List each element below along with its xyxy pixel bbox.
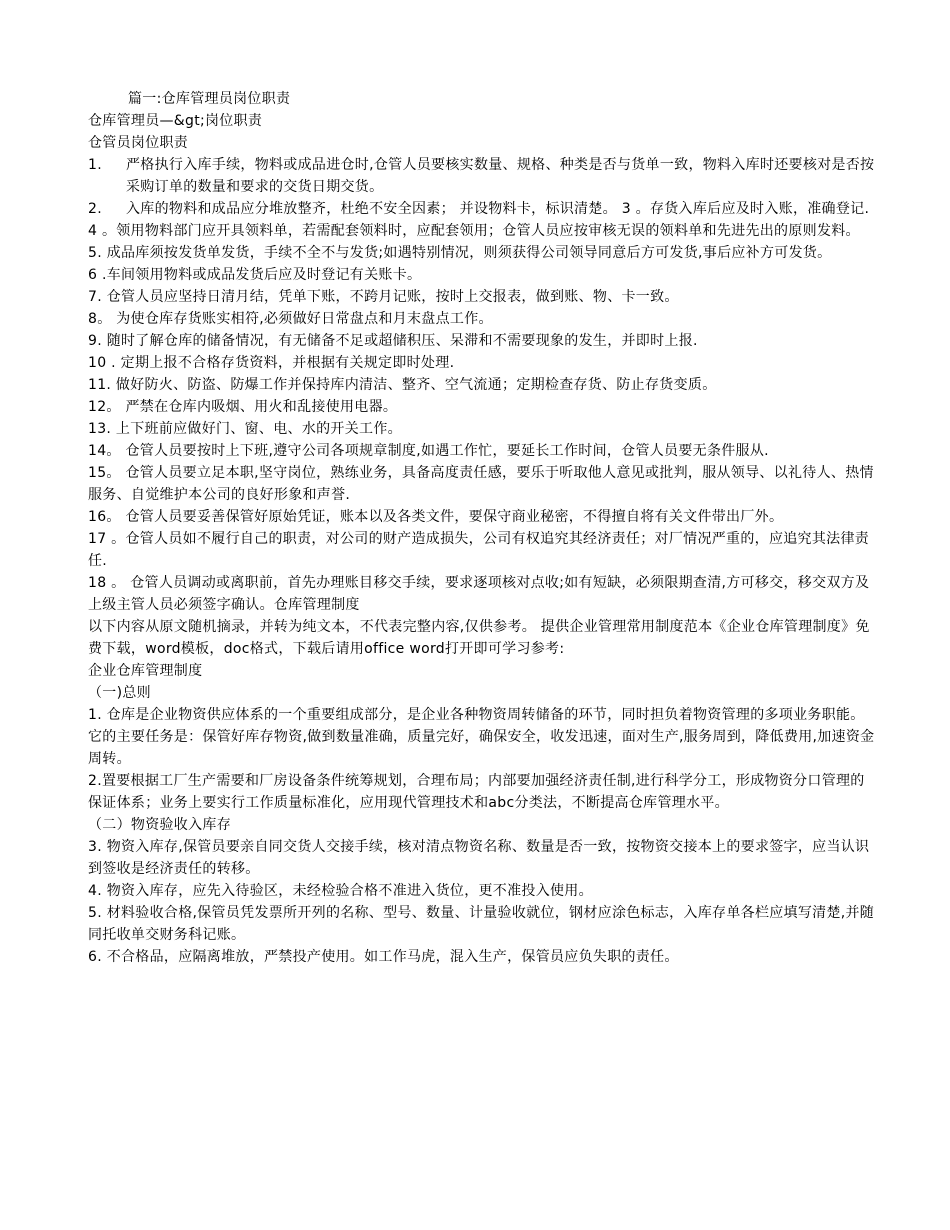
section-title: 仓管员岗位职责 [88, 135, 189, 151]
paragraph: 10 . 定期上报不合格存货资料，并根据有关规定即时处理. [88, 355, 455, 371]
paragraph: 13. 上下班前应做好门、窗、电、水的开关工作。 [88, 421, 402, 437]
paragraph: 8。 为使仓库存货账实相符,必须做好日常盘点和月末盘点工作。 [88, 311, 493, 327]
paragraph: 5. 材料验收合格,保管员凭发票所开列的名称、型号、数量、计量验收就位，钢材应涂色标志，入库存单各栏应填写清楚,并随同托收单交财务科记账。 [88, 905, 875, 943]
paragraph-list [88, 220, 878, 968]
list-item-body: 严格执行入库手续，物料或成品进仓时,仓管人员要核实数量、规格、种类是否与货单一致，物料入库时还要核对是否按采购订单的数量和要求的交货日期交货。 [126, 157, 875, 195]
subtitle-line: 仓库管理员—&gt;岗位职责 [88, 113, 263, 129]
paragraph: 9. 随时了解仓库的储备情况，有无储备不足或超储积压、呆滞和不需要现象的发生，并即时上报. [88, 333, 698, 349]
paragraph: 17 。仓管人员如不履行自己的职责，对公司的财产造成损失，公司有权追究其经济责任；对厂情况严重的，应追究其法律责任. [88, 531, 870, 569]
paragraph: 14。 仓管人员要按时上下班,遵守公司各项规章制度,如遇工作忙，要延长工作时间，仓管人员要无条件服从. [88, 443, 769, 459]
paragraph: 6 .车间领用物料或成品发货后应及时登记有关账卡。 [88, 267, 422, 283]
document-heading: 篇一:仓库管理员岗位职责 [128, 91, 291, 107]
list-item [88, 154, 878, 198]
paragraph: 以下内容从原文随机摘录，并转为纯文本，不代表完整内容,仅供参考。 提供企业管理常用制度范本《企业仓库管理制度》免费下载，word模板，doc格式，下载后请用office word打开即可学习参考: [88, 619, 870, 657]
paragraph: 1. 仓库是企业物资供应体系的一个重要组成部分，是企业各种物资周转储备的环节，同时担负着物资管理的多项业务职能。它的主要任务是：保管好库存物资,做到数量准确，质量完好，确保安全，收发迅速，面对生产,服务周到，降低费用,加速资金周转。 [88, 707, 875, 767]
document-body [88, 88, 878, 968]
list-item [88, 198, 878, 220]
paragraph: 6. 不合格品，应隔离堆放，严禁投产使用。如工作马虎，混入生产，保管员应负失职的责任。 [88, 949, 679, 965]
paragraph: 3. 物资入库存,保管员要亲自同交货人交接手续，核对清点物资名称、数量是否一致，按物资交接本上的要求签字，应当认识到签收是经济责任的转移。 [88, 839, 870, 877]
paragraph: 4. 物资入库存，应先入待验区，未经检验合格不准进入货位，更不准投入使用。 [88, 883, 593, 899]
paragraph: 7. 仓管人员应坚持日清月结，凭单下账，不跨月记账，按时上交报表，做到账、物、卡一致。 [88, 289, 679, 305]
paragraph: 11. 做好防火、防盗、防爆工作并保持库内清洁、整齐、空气流通；定期检查存货、防止存货变质。 [88, 377, 717, 393]
paragraph: （一)总则 [88, 685, 151, 701]
list-item-number: 1. [88, 157, 102, 173]
paragraph: 16。 仓管人员要妥善保管好原始凭证，账本以及各类文件，要保守商业秘密，不得擅自将有关文件带出厂外。 [88, 509, 784, 525]
paragraph: 2.置要根据工厂生产需要和厂房设备条件统筹规划，合理布局；内部要加强经济责任制,进行科学分工，形成物资分口管理的保证体系；业务上要实行工作质量标准化，应用现代管理技术和abc分类法，不断提高仓库管理水平。 [88, 773, 865, 811]
list-item-number: 2. [88, 201, 102, 217]
paragraph: （二）物资验收入库存 [88, 817, 231, 833]
paragraph: 5. 成品库须按发货单发货，手续不全不与发货;如遇特别情况，则须获得公司领导同意后方可发货,事后应补方可发货。 [88, 245, 832, 261]
list-item-text [126, 198, 869, 220]
paragraph: 4 。领用物料部门应开具领料单，若需配套领料时，应配套领用；仓管人员应按审核无误的领料单和先进先出的原则发料。 [88, 223, 860, 239]
paragraph: 12。 严禁在仓库内吸烟、用火和乱接使用电器。 [88, 399, 398, 415]
paragraph: 企业仓库管理制度 [88, 663, 203, 679]
list-item-text [126, 154, 878, 198]
paragraph: 18 。 仓管人员调动或离职前，首先办理账目移交手续，要求逐项核对点收;如有短缺，必须限期查清,方可移交，移交双方及上级主管人员必须签字确认。仓库管理制度 [88, 575, 870, 613]
list-item-body: 入库的物料和成品应分堆放整齐，杜绝不安全因素； 并设物料卡，标识清楚。 3 。存货入库后应及时入账，准确登记. [126, 201, 870, 217]
paragraph: 15。 仓管人员要立足本职,坚守岗位，熟练业务，具备高度责任感，要乐于听取他人意见或批判，服从领导、以礼待人、热情服务、自觉维护本公司的良好形象和声誉. [88, 465, 874, 503]
